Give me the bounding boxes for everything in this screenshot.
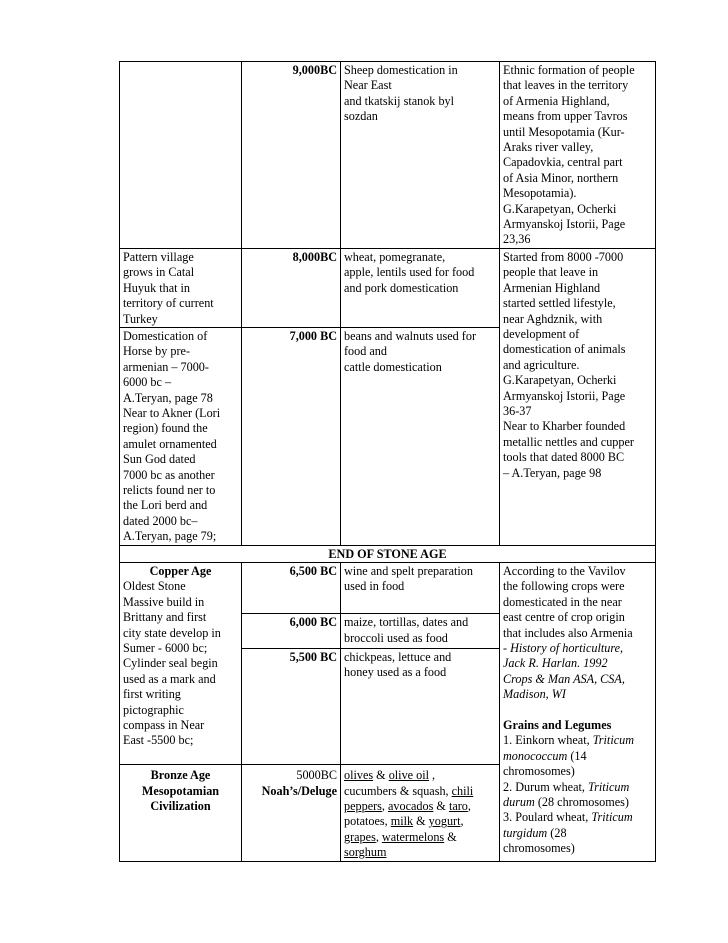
date-cell: 5000BC Noah’s/Deluge: [242, 765, 341, 861]
link-avocados[interactable]: avocados: [388, 799, 434, 814]
date-cell: 5,500 BC: [242, 648, 341, 764]
vavilov-note-cell: According to the Vavilov the following crops were domesticated in the near east centre of crop origin that includes also Armenia - History of horticulture, Jack R. Harlan. 1992 Crops & Man ASA, CSA, Madison, WI Grains and Legumes 1. Einkorn wheat, Triticum monococcum (14 chromosomes) 2. Durum wheat, Triticum durum (28 chromosomes) 3. Poulard wheat, Triticum turgidum (28 chromosomes): [500, 563, 656, 862]
event-cell: wine and spelt preparation used in food: [341, 563, 500, 614]
bronze-age-cell: Bronze Age Mesopotamian Civilization: [120, 765, 242, 861]
left-cell: Domestication of Horse by pre- armenian – 7000- 6000 bc – A.Teryan, page 78 Near to Akner (Lori region) found the amulet ornamented Sun God dated 7000 bc as another relicts found ner to the Lori berd and dated 2000 bc– A.Teryan, page 79;: [120, 327, 242, 545]
link-taro[interactable]: taro: [448, 799, 468, 814]
link-olives[interactable]: olives: [344, 768, 374, 783]
link-chili[interactable]: chili: [451, 783, 474, 798]
date-cell: 6,500 BC: [242, 563, 341, 614]
section-header: END OF STONE AGE: [120, 545, 656, 562]
date-cell: 9,000BC: [242, 62, 341, 249]
table-row: [120, 563, 656, 614]
left-cell-empty: [120, 62, 242, 249]
table-row: [120, 62, 656, 249]
link-grapes[interactable]: grapes: [344, 829, 376, 844]
event-cell: olives & olive oil , cucumbers & squash, chili peppers, avocados & taro, potatoes, milk & yogurt, grapes, watermelons & sorghum: [341, 765, 500, 861]
date-cell: 8,000BC: [242, 248, 341, 327]
link-sorghum[interactable]: sorghum: [344, 845, 387, 860]
date-cell: 7,000 BC: [242, 327, 341, 545]
link-yogurt[interactable]: yogurt: [428, 814, 461, 829]
note-cell: Ethnic formation of people that leaves in the territory of Armenia Highland, means from upper Tavros until Mesopotamia (Kur- Araks river valley, Capadovkia, central part of Asia Minor, northern Mesopotamia). G.Karapetyan, Ocherki Armyanskoj Istorii, Page 23,36: [500, 62, 656, 249]
link-olive-oil[interactable]: olive oil: [388, 768, 429, 783]
left-cell: Pattern village grows in Catal Huyuk that in territory of current Turkey: [120, 248, 242, 327]
event-cell: Sheep domestication in Near East and tkatskij stanok byl sozdan: [341, 62, 500, 249]
link-watermelons[interactable]: watermelons: [381, 829, 445, 844]
event-cell: chickpeas, lettuce and honey used as a food: [341, 648, 500, 764]
copper-age-cell: Copper Age Oldest Stone Massive build in Brittany and first city state develop in Sumer - 6000 bc; Cylinder seal begin used as a mark and first writing pictographic compass in Near East -5500 bc;: [120, 563, 242, 765]
event-cell: wheat, pomegranate, apple, lentils used for food and pork domestication: [341, 248, 500, 327]
event-cell: maize, tortillas, dates and broccoli used as food: [341, 614, 500, 649]
table-row: [120, 248, 656, 327]
event-cell: beans and walnuts used for food and cattle domestication: [341, 327, 500, 545]
note-cell: Started from 8000 -7000 people that leave in Armenian Highland started settled lifestyle, near Aghdznik, with development of domestication of animals and agriculture. G.Karapetyan, Ocherki Armyanskoj Istorii, Page 36-37 Near to Kharber founded metallic nettles and cupper tools that dated 8000 BC – A.Teryan, page 98: [500, 248, 656, 545]
link-milk[interactable]: milk: [390, 814, 414, 829]
timeline-table: [119, 61, 656, 862]
date-cell: 6,000 BC: [242, 614, 341, 649]
link-peppers[interactable]: peppers: [344, 799, 382, 814]
table-row: [120, 545, 656, 562]
